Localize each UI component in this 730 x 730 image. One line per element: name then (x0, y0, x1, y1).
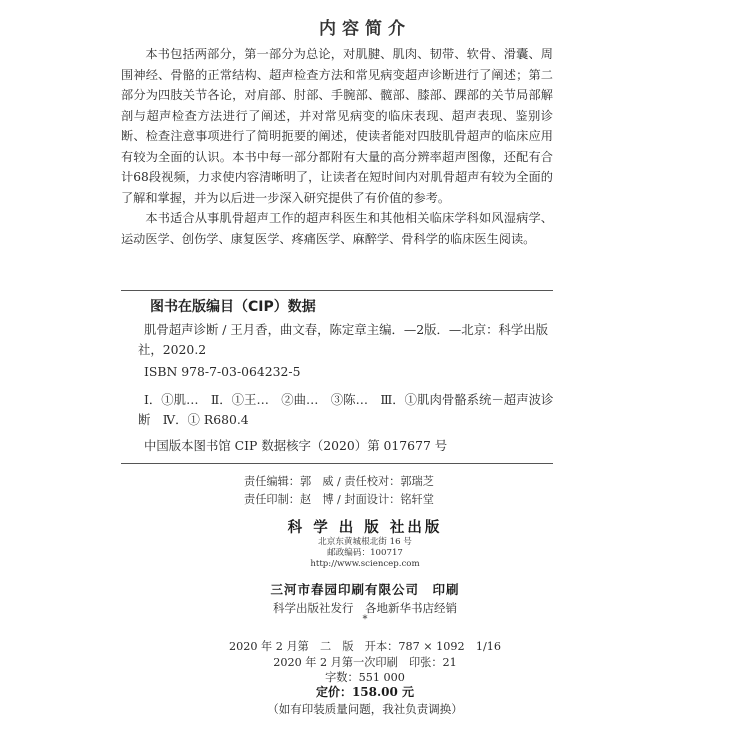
divider-bottom (121, 463, 553, 464)
publisher-name: 科 学 出 版 社出版 (287, 519, 443, 536)
edition-line1: 2020 年 2 月第 二 版 开本：787 × 1092 1/16 (229, 640, 501, 653)
cip-library-number: 中国版本图书馆 CIP 数据核字（2020）第 017677 号 (144, 438, 448, 453)
cip-heading: 图书在版编目（CIP）数据 (150, 299, 316, 315)
cip-isbn: ISBN 978-7-03-064232-5 (144, 364, 301, 379)
price: 定价：158.00 元 (315, 685, 415, 699)
divider-top (121, 290, 553, 291)
cip-record-line2: 社，2020.2 (138, 342, 207, 357)
publisher-website: http://www.sciencep.com (310, 559, 420, 569)
staff-editors: 责任编辑：郭 威 / 责任校对：郭瑞芝 (244, 475, 434, 488)
publisher-address: 北京东黄城根北街 16 号 (318, 537, 412, 547)
intro-title: 内容简介 (319, 19, 411, 39)
staff-production: 责任印制：赵 博 / 封面设计：铭轩堂 (244, 493, 434, 506)
cip-record-line1: 肌骨超声诊断 / 王月香，曲文春，陈定章主编．—2版．—北京：科学出版 (144, 322, 549, 337)
publisher-postcode: 邮政编码：100717 (327, 548, 403, 558)
distribution-line: 科学出版社发行 各地新华书店经销 (273, 601, 457, 615)
intro-paragraph-1: 本书包括两部分，第一部分为总论，对肌腱、肌肉、韧带、软骨、滑囊、周围神经、骨骼的正常结构、超声检查方法和常见病变超声诊断进行了阐述；第二部分为四肢关节各论，对肩部、肘部、手腕部、髋部、膝部、踝部的关节局部解剖与超声检查方法进行了阐述，并对常见病变的临床表现、超声表现、鉴别诊断、检查注意事项进行了简明扼要的阐述，使读者能对四肢肌骨超声的临床应用有较为全面的认识。本书中每一部分都附有大量的高分辨率超声图像，还配有合计68段视频，力求使内容清晰明了，让读者在短时间内对肌骨超声有较为全面的了解和掌握，并为以后进一步深入研究提供了有价值的参考。 (121, 47, 553, 205)
intro-body (121, 44, 553, 249)
printer-name: 三河市春园印刷有限公司 印刷 (270, 582, 460, 597)
word-count: 字数：551 000 (325, 671, 405, 684)
separator-asterisk: * (362, 614, 368, 625)
edition-line2: 2020 年 2 月第一次印刷 印张：21 (273, 656, 457, 669)
cip-class-line2: 断 Ⅳ．① R680.4 (138, 412, 249, 427)
cip-class-line1: Ⅰ．①肌… Ⅱ．①王… ②曲… ③陈… Ⅲ．①肌肉骨骼系统－超声波诊 (144, 392, 554, 407)
quality-note: （如有印装质量问题，我社负责调换） (267, 702, 463, 716)
intro-paragraph-2: 本书适合从事肌骨超声工作的超声科医生和其他相关临床学科如风湿病学、运动医学、创伤学、康复医学、疼痛医学、麻醉学、骨科学的临床医生阅读。 (121, 211, 553, 246)
